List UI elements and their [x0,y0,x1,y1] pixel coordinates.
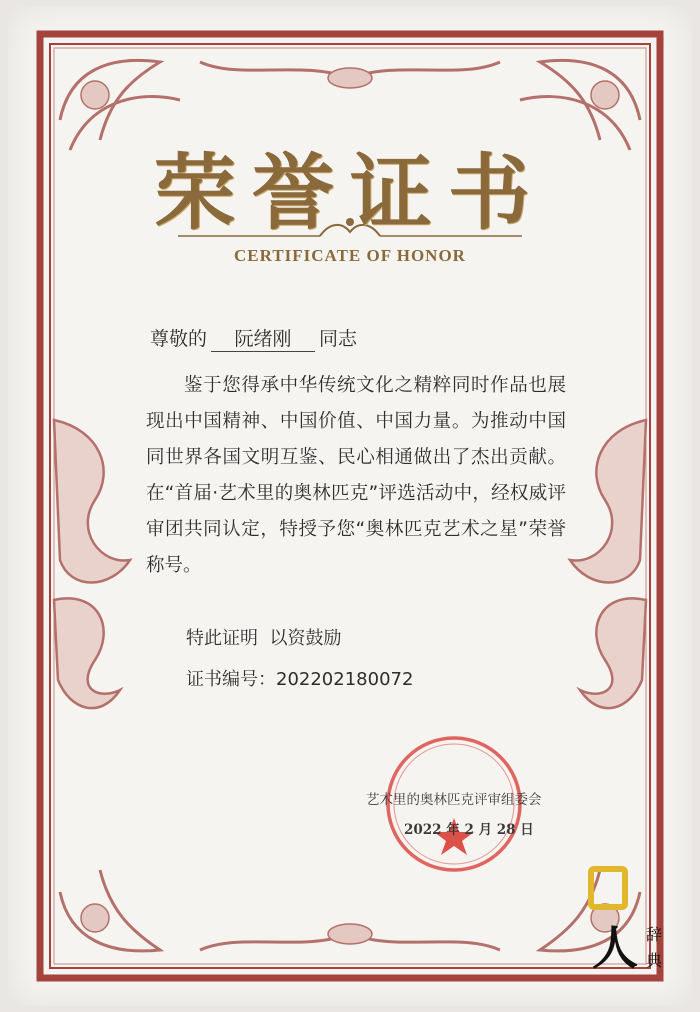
recipient-name: 阮绪刚 [211,324,315,352]
certificate-title: 荣誉证书 [153,145,546,241]
watermark-glyph-icon [588,866,628,910]
cert-number-label: 证书编号： [186,669,276,690]
greeting-suffix: 同志 [319,328,358,350]
watermark-char-top: 辞 [646,925,663,944]
watermark-char-bottom: 典 [646,951,663,970]
issuer-name: 艺术里的奥林匹克评审组委会 [366,792,542,808]
certificate-number [186,665,413,691]
greeting-line [150,324,357,352]
citation-text: 鉴于您得承中华传统文化之精粹同时作品也展现出中国精神、中国价值、中国力量。为推动中国同世界各国文明互鉴、民心相通做出了杰出贡献。在“首届·艺术里的奥林匹克”评选活动中，经权威评审团共同认定，特授予您“奥林匹克艺术之星”荣誉称号。 [146,375,566,576]
cert-number-value: 202202180072 [276,669,414,690]
greeting-prefix: 尊敬的 [150,328,208,350]
closing-line: 特此证明 以资鼓励 [186,628,342,649]
issue-date: 2022 年 2 月 28 日 [404,822,534,838]
certificate-subtitle: CERTIFICATE OF HONOR [234,246,466,265]
watermark-char-main: 人 [592,921,638,975]
